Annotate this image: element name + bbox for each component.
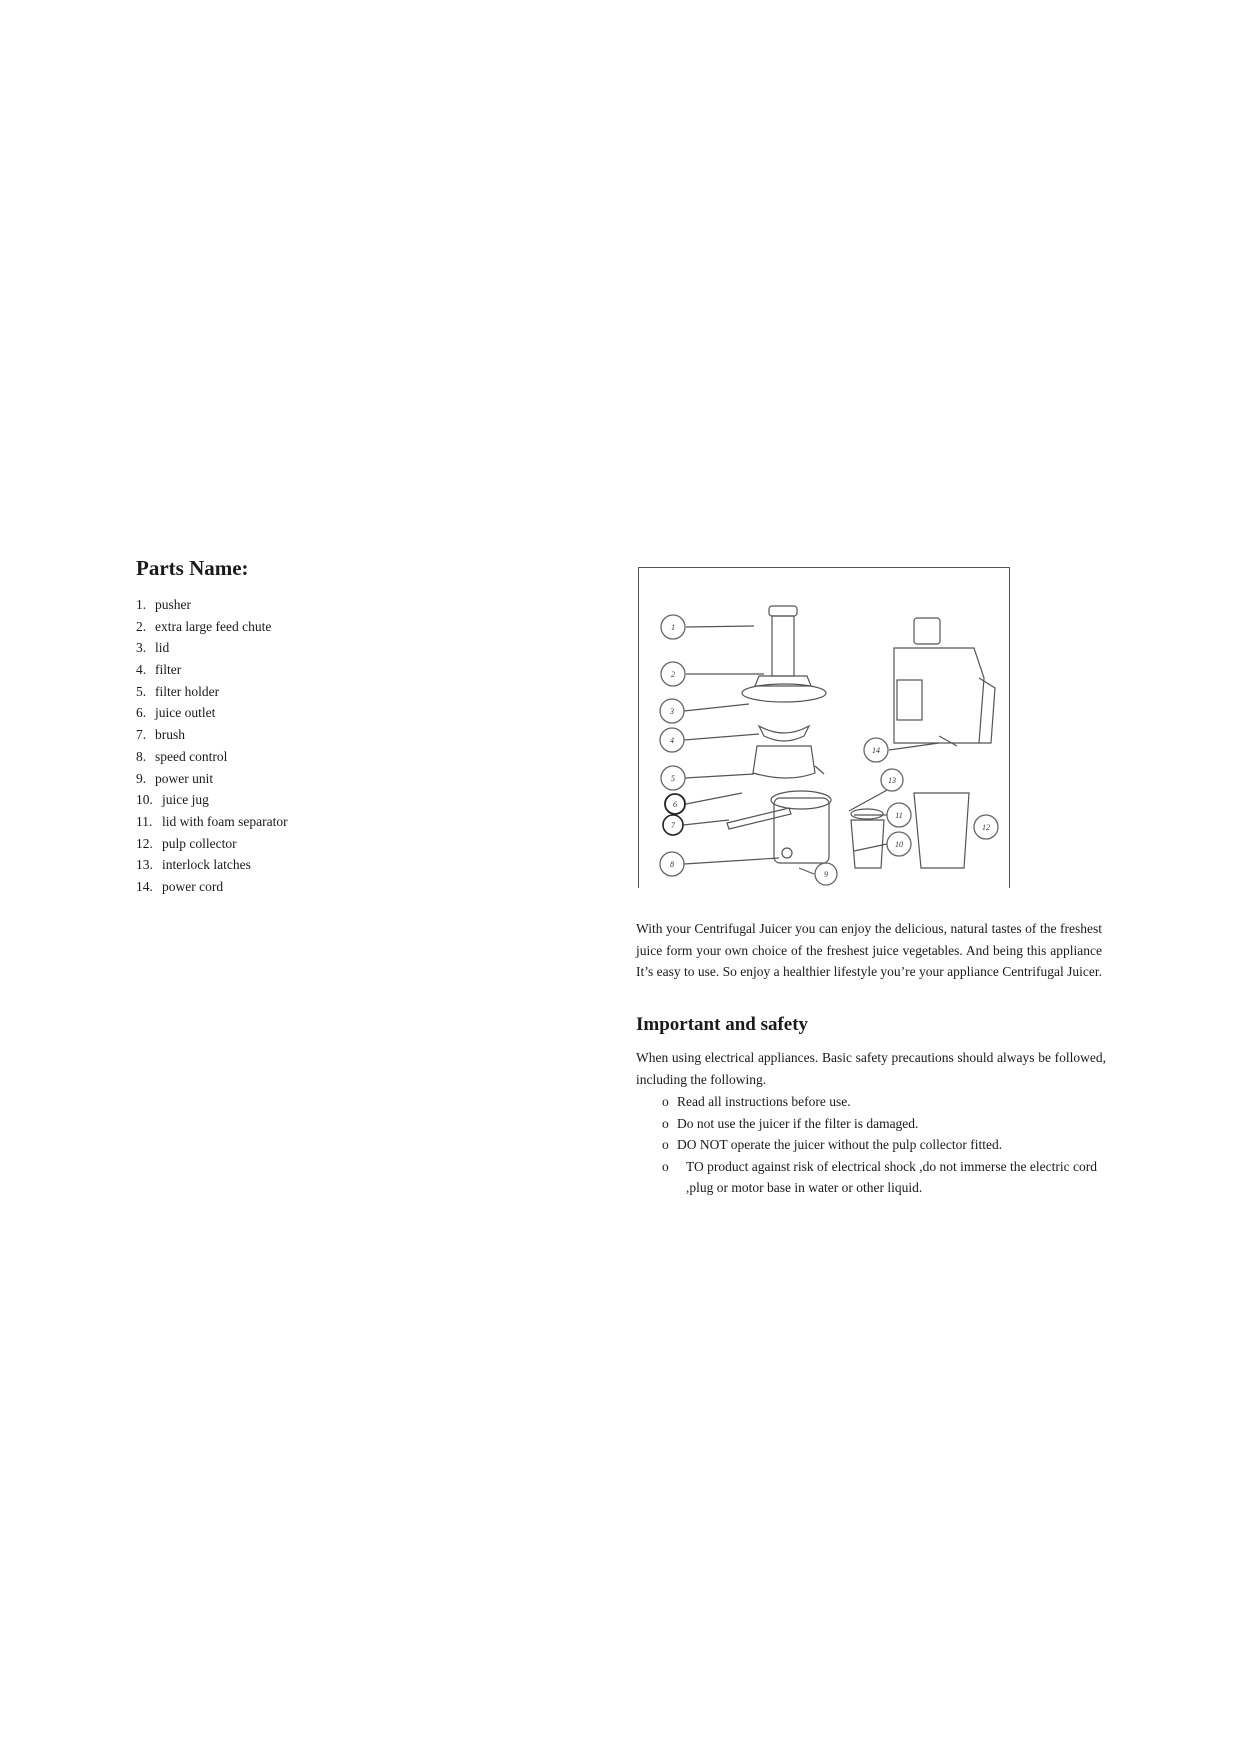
item-number: 8. xyxy=(136,748,147,764)
bullet-text: Read all instructions before use. xyxy=(677,1094,851,1109)
list-item xyxy=(136,854,288,876)
item-label: power cord xyxy=(162,878,224,894)
callout-14 xyxy=(864,738,888,762)
intro-paragraph: With your Centrifugal Juicer you can enjoy the delicious, natural tastes of the freshest juice form your own choice of the freshest juice vegetables. And being this appliance It’s easy to use. So enjoy a healthier lifestyle you’re your appliance Centrifugal Juicer. xyxy=(636,921,1102,980)
item-label: brush xyxy=(155,727,185,743)
item-number: 9. xyxy=(136,770,147,786)
list-item xyxy=(136,789,288,811)
callout-5 xyxy=(661,766,685,790)
callout-3 xyxy=(660,699,684,723)
callout-9 xyxy=(815,863,837,885)
list-item xyxy=(136,702,288,724)
item-label: juice outlet xyxy=(155,705,216,721)
item-number: 2. xyxy=(136,618,147,634)
item-number: 7. xyxy=(136,727,147,743)
bullet-mark: o xyxy=(662,1158,669,1174)
bullet-mark: o xyxy=(662,1094,669,1109)
list-item xyxy=(136,811,288,833)
juicer-parts-diagram xyxy=(638,567,1010,888)
callout-label: 9 xyxy=(824,870,828,879)
list-item xyxy=(136,594,288,616)
list-item xyxy=(662,1113,1106,1135)
parts-list xyxy=(136,594,288,898)
juicer-exploded-illustration xyxy=(639,568,1009,888)
list-item xyxy=(136,637,288,659)
item-number: 3. xyxy=(136,640,147,656)
bullet-text: DO NOT operate the juicer without the pulp collector fitted. xyxy=(677,1137,1003,1153)
item-number: 5. xyxy=(136,683,147,699)
bullet-mark: o xyxy=(662,1137,669,1153)
list-item xyxy=(136,833,288,855)
callout-label: 6 xyxy=(673,800,677,809)
safety-intro-paragraph: When using electrical appliances. Basic safety precautions should always be followed, including the following. xyxy=(636,1050,1106,1087)
item-label: filter holder xyxy=(155,683,220,699)
callout-1 xyxy=(661,615,685,639)
callout-label: 10 xyxy=(895,840,903,849)
callout-2 xyxy=(661,662,685,686)
list-item xyxy=(136,681,288,703)
list-item xyxy=(136,746,288,768)
bullet-text: TO product against risk of electrical shock ,do not immerse the electric cord ,plug or motor base in water or other liquid. xyxy=(686,1158,1097,1196)
callout-label: 12 xyxy=(982,823,990,832)
list-item xyxy=(136,876,288,898)
callout-label: 8 xyxy=(670,860,674,869)
list-item xyxy=(662,1156,1106,1199)
item-number: 12. xyxy=(136,835,153,851)
item-label: pulp collector xyxy=(162,835,237,851)
callout-12 xyxy=(974,815,998,839)
bullet-mark: o xyxy=(662,1115,669,1131)
item-number: 4. xyxy=(136,662,147,678)
list-item xyxy=(662,1134,1106,1156)
callout-label: 7 xyxy=(671,821,675,830)
list-item xyxy=(136,616,288,638)
item-number: 6. xyxy=(136,705,147,721)
callout-8 xyxy=(660,852,684,876)
callout-label: 11 xyxy=(895,811,903,820)
callout-label: 3 xyxy=(670,707,674,716)
item-number: 11. xyxy=(136,813,153,829)
callout-label: 14 xyxy=(872,746,880,755)
callout-label: 5 xyxy=(671,774,675,783)
parts-title: Parts Name: xyxy=(136,556,249,580)
list-item xyxy=(136,768,288,790)
item-label: lid xyxy=(155,640,170,656)
item-label: speed control xyxy=(155,748,228,764)
item-label: lid with foam separator xyxy=(162,813,288,829)
callout-13 xyxy=(881,769,903,791)
callout-10 xyxy=(887,832,911,856)
item-label: filter xyxy=(155,662,182,678)
callout-6 xyxy=(665,794,685,814)
item-number: 14. xyxy=(136,878,153,894)
callout-label: 4 xyxy=(670,736,674,745)
safety-title: Important and safety xyxy=(636,1014,809,1035)
item-label: extra large feed chute xyxy=(155,618,272,634)
item-number: 13. xyxy=(136,857,153,873)
list-item xyxy=(662,1091,1106,1113)
callout-7 xyxy=(663,815,683,835)
callout-label: 13 xyxy=(888,776,896,785)
item-number: 1. xyxy=(136,597,147,612)
list-item xyxy=(136,659,288,681)
callout-4 xyxy=(660,728,684,752)
item-label: juice jug xyxy=(162,792,209,808)
callout-label: 1 xyxy=(671,623,675,632)
safety-list xyxy=(662,1091,1106,1199)
item-number: 10. xyxy=(136,792,153,808)
item-label: pusher xyxy=(155,597,191,612)
item-label: interlock latches xyxy=(162,857,251,873)
list-item xyxy=(136,724,288,746)
bullet-text: Do not use the juicer if the filter is damaged. xyxy=(677,1115,919,1131)
callout-label: 2 xyxy=(671,670,675,679)
item-label: power unit xyxy=(155,770,214,786)
callout-11 xyxy=(887,803,911,827)
